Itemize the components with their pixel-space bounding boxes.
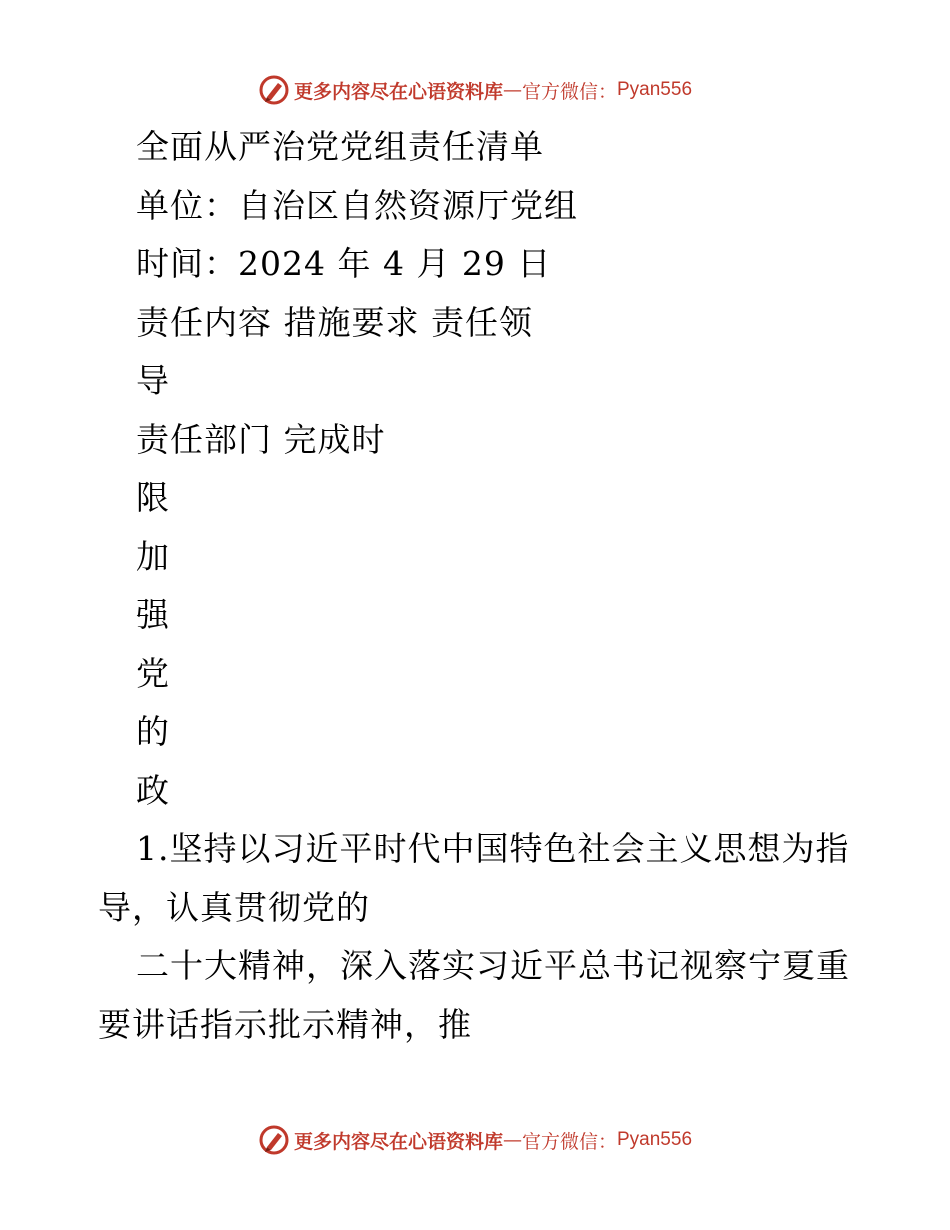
banner-dash: — — [502, 1129, 522, 1151]
banner-wechat-label: 官方微信： — [521, 1130, 617, 1153]
banner-title: 更多内容尽在心语资料库 — [293, 80, 503, 103]
vertical-char: 加 — [136, 536, 170, 576]
paragraph-line: 要讲话指示批示精神，推 — [98, 1004, 472, 1044]
banner-wechat-id: Pyan556 — [617, 1129, 693, 1150]
footer-banner — [0, 1120, 950, 1160]
paragraph-line: 导，认真贯彻党的 — [98, 887, 370, 927]
document-title: 全面从严治党党组责任清单 — [136, 127, 544, 166]
banner-dash: — — [502, 79, 522, 101]
paragraph-line: 1.坚持以习近平时代中国特色社会主义思想为指 — [136, 829, 850, 868]
document-unit: 单位：自治区自然资源厅党组 — [136, 185, 578, 225]
document-date: 时间：2024 年 4 月 29 日 — [136, 244, 552, 283]
vertical-char: 的 — [136, 712, 170, 751]
table-header-line: 限 — [136, 478, 170, 517]
pen-seal-logo-icon — [258, 1124, 290, 1156]
table-header-line: 责任部门 完成时 — [136, 419, 386, 459]
table-header-line: 导 — [136, 361, 170, 400]
vertical-char: 强 — [136, 595, 170, 634]
header-banner — [0, 70, 950, 110]
banner-title: 更多内容尽在心语资料库 — [293, 1130, 503, 1153]
banner-wechat-label: 官方微信： — [521, 80, 617, 103]
document-body — [98, 118, 858, 1054]
table-header-line: 责任内容 措施要求 责任领 — [136, 302, 533, 342]
pen-seal-logo-icon — [258, 74, 290, 106]
vertical-char: 党 — [136, 653, 170, 693]
vertical-char: 政 — [136, 770, 170, 810]
paragraph-line: 二十大精神，深入落实习近平总书记视察宁夏重 — [136, 946, 850, 985]
banner-wechat-id: Pyan556 — [617, 79, 693, 100]
